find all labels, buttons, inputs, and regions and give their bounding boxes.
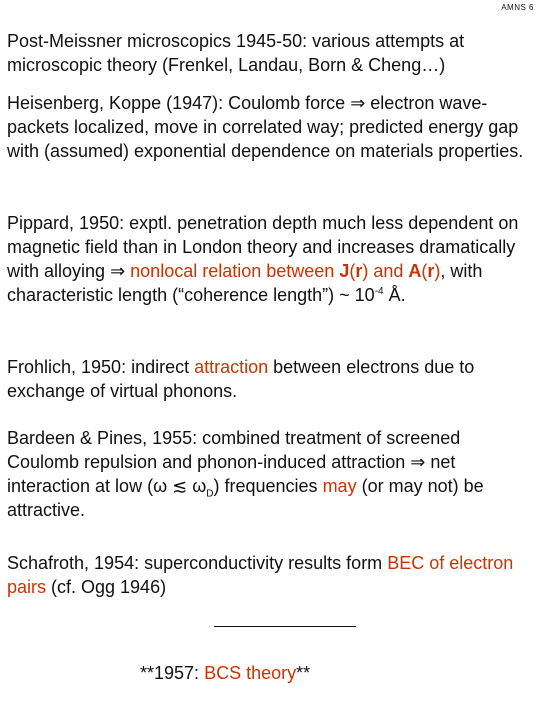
may-text: may (322, 476, 357, 496)
paren-close: ) (362, 261, 369, 281)
paragraph-schafroth (7, 551, 537, 599)
attraction-text: attraction (194, 357, 269, 377)
paren-open: ( (421, 261, 428, 281)
p6-text-a: Schafroth, 1954: superconductivity results form (7, 553, 388, 573)
p1-text: Post-Meissner microscopics 1945-50: various attempts at microscopic theory (Frenkel, Landau, Born & Cheng…) (7, 31, 465, 75)
p5-text-d: (or may not) be attractive. (7, 476, 484, 520)
paren-open: ( (349, 261, 356, 281)
r-vector: r (355, 261, 363, 281)
paragraph-heisenberg-koppe (7, 91, 537, 163)
separator-line (214, 626, 356, 627)
p2-text-b: electron wave-packets localized, move in correlated way; predicted energy gap with (assumed) exponential dependence on materials properties. (7, 93, 524, 161)
paragraph-bardeen-pines (7, 426, 537, 522)
p6-text-b: (cf. Ogg 1946) (46, 577, 167, 597)
exponent: -4 (374, 286, 384, 297)
footer-text-a: **1957: (140, 663, 205, 683)
bcs-theory-text: BCS theory (204, 663, 297, 683)
nonlocal-relation-text: nonlocal relation between (125, 261, 340, 281)
p4-text-a: Frohlich, 1950: indirect (7, 357, 195, 377)
p4-text-b: between electrons due to exchange of virtual phonons. (7, 357, 475, 401)
bec-electron-pairs-text: BEC of electron pairs (7, 553, 514, 597)
paragraph-pippard (7, 211, 537, 307)
paragraph-post-meissner (7, 29, 537, 77)
footer-text-b: ** (296, 663, 311, 683)
subscript-D: D (206, 488, 214, 500)
paren-close: ) (434, 261, 441, 281)
and-text: and (368, 261, 409, 281)
p5-text-b: net interaction at low (ω ≲ ω (7, 452, 456, 496)
footer-bcs-theory (140, 661, 310, 685)
p2-text-a: Heisenberg, Koppe (1947): Coulomb force (7, 93, 351, 113)
p3-text-b: , with characteristic length (“coherence length”) ~ 10 (7, 261, 483, 305)
implies-arrow: ⇒ (110, 261, 126, 281)
implies-arrow: ⇒ (410, 452, 426, 472)
p3-text-a: Pippard, 1950: exptl. penetration depth much less dependent on magnetic field than in London theory and increases dramatically with alloying (7, 213, 519, 281)
p5-text-c: ) frequencies (213, 476, 323, 496)
J-vector: J (339, 261, 350, 281)
p5-text-a: Bardeen & Pines, 1955: combined treatment of screened Coulomb repulsion and phonon-induced attraction (7, 428, 461, 472)
r-vector: r (427, 261, 435, 281)
implies-arrow: ⇒ (350, 93, 366, 113)
A-vector: A (408, 261, 422, 281)
slide-id: AMNS 6 (501, 3, 534, 12)
paragraph-frohlich (7, 355, 537, 403)
p3-text-c: Å. (383, 285, 406, 305)
